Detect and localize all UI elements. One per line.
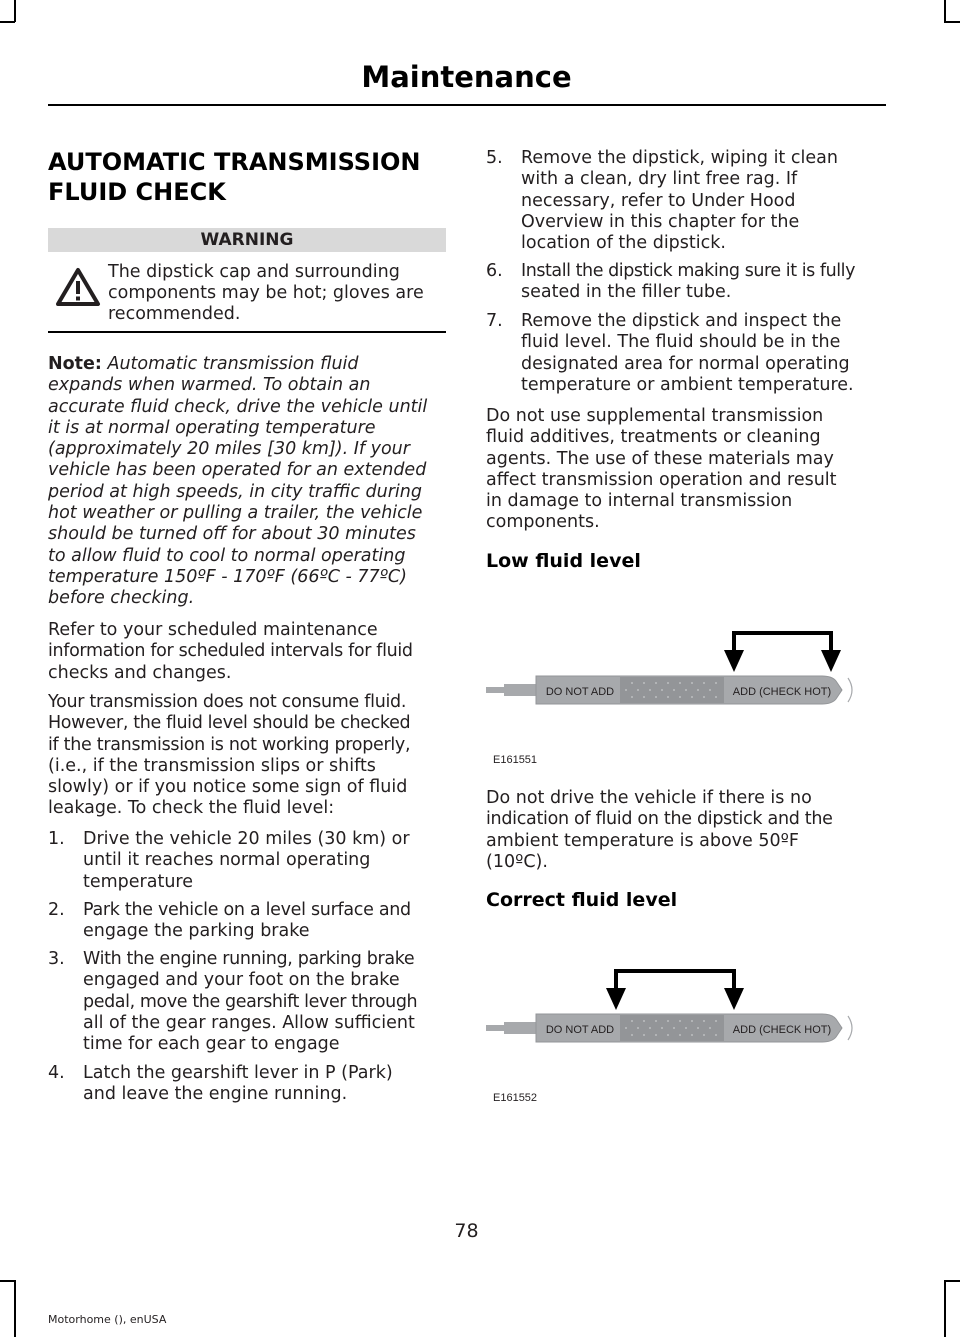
page-heading-line2: FLUID CHECK xyxy=(48,178,226,206)
text-line: Park the vehicle on a level surface and xyxy=(83,900,411,920)
low-fluid-dipstick-figure xyxy=(486,626,866,722)
text-line: Install the dipstick making sure it is fully xyxy=(521,261,856,281)
note-line xyxy=(48,524,448,545)
text-line: all of the gear ranges. Allow sufficient xyxy=(83,1012,415,1033)
arrow-icon xyxy=(724,650,744,672)
text-line: Your transmission does not consume fluid. xyxy=(48,692,407,712)
note-line xyxy=(48,397,448,418)
paragraph-scheduled-maintenance xyxy=(48,620,448,684)
note-label: Note: xyxy=(48,354,102,374)
note-line xyxy=(48,460,448,481)
correct-fluid-heading: Correct fluid level xyxy=(486,889,678,911)
note-line-text: before checking. xyxy=(48,588,195,609)
note-line xyxy=(48,567,448,588)
text-line: Refer to your scheduled maintenance xyxy=(48,620,378,640)
note-line xyxy=(48,588,448,609)
list-number: 3. xyxy=(48,949,65,969)
text-line: in damage to internal transmission xyxy=(486,491,793,512)
list-text xyxy=(83,900,411,943)
warning-line: recommended. xyxy=(108,304,241,324)
text-line: temperature or ambient temperature. xyxy=(521,374,854,395)
text-line: engage the parking brake xyxy=(83,921,310,942)
text-line: location of the dipstick. xyxy=(521,233,726,254)
crop-mark xyxy=(14,1280,16,1337)
warning-line: The dipstick cap and surrounding xyxy=(108,262,400,282)
list-text xyxy=(83,1063,393,1106)
list-number: 5. xyxy=(486,148,503,168)
note-line-text: vehicle has been operated for an extended xyxy=(48,460,427,481)
section-title: Maintenance xyxy=(361,60,572,94)
text-line: checks and changes. xyxy=(48,662,232,683)
text-line: Do not use supplemental transmission xyxy=(486,406,824,426)
crop-mark xyxy=(944,1280,960,1282)
list-text xyxy=(521,261,855,304)
list-number: 4. xyxy=(48,1063,65,1083)
list-text xyxy=(83,949,417,1055)
warning-triangle-icon xyxy=(55,267,101,307)
list-number: 1. xyxy=(48,829,65,849)
note-line xyxy=(48,375,448,396)
dipstick-label-do-not-add: DO NOT ADD xyxy=(545,686,615,698)
text-line: temperature xyxy=(83,871,193,892)
figure-id: E161551 xyxy=(493,754,538,766)
text-line: components. xyxy=(486,512,600,533)
dipstick-label-add: ADD (CHECK HOT) xyxy=(732,1024,832,1036)
text-line: pedal, move the gearshift lever through xyxy=(83,991,418,1012)
text-line: agents. The use of these materials may xyxy=(486,448,834,469)
warning-header: WARNING xyxy=(48,228,446,252)
note-line-text: (approximately 20 miles [30 km]). If your xyxy=(48,439,410,460)
list-text xyxy=(521,311,854,396)
text-line: until it reaches normal operating xyxy=(83,850,371,871)
text-line: However, the fluid level should be checked xyxy=(48,713,411,734)
text-line: slowly) or if you notice some sign of fluid xyxy=(48,777,408,798)
crop-mark xyxy=(944,0,946,22)
text-line: Drive the vehicle 20 miles (30 km) or xyxy=(83,829,410,849)
dipstick-label-add: ADD (CHECK HOT) xyxy=(732,686,832,698)
crop-mark xyxy=(944,1280,946,1337)
note-line-text: temperature 150ºF - 170ºF (66ºC - 77ºC) xyxy=(48,566,407,587)
note-line-text: hot weather or pulling a trailer, the vehicle xyxy=(48,503,423,524)
low-fluid-heading: Low fluid level xyxy=(486,550,641,572)
text-line: Remove the dipstick and inspect the xyxy=(521,311,842,331)
figure-id: E161552 xyxy=(493,1092,538,1104)
text-line: designated area for normal operating xyxy=(521,353,850,374)
note-line xyxy=(48,503,448,524)
note-line-text: to allow fluid to cool to normal operating xyxy=(48,545,406,566)
note-line-text: should be turned off for about 30 minutes xyxy=(48,524,416,545)
text-line: affect transmission operation and result xyxy=(486,469,837,490)
text-line: (10ºC). xyxy=(486,851,548,872)
header-rule xyxy=(48,104,886,106)
paragraph-low-fluid xyxy=(486,788,886,873)
warning-line: components may be hot; gloves are xyxy=(108,283,424,303)
text-line: information for scheduled intervals for fluid xyxy=(48,641,413,662)
note-line-text: Automatic transmission fluid xyxy=(107,354,359,374)
note-line xyxy=(48,439,448,460)
text-line: Remove the dipstick, wiping it clean xyxy=(521,148,838,168)
text-line: and leave the engine running. xyxy=(83,1084,348,1105)
warning-text xyxy=(108,262,448,325)
text-line: (i.e., if the transmission slips or shifts xyxy=(48,755,376,776)
paragraph-additives xyxy=(486,406,886,534)
list-text xyxy=(521,148,838,254)
crop-mark xyxy=(944,21,960,23)
note-line xyxy=(48,546,448,567)
note-line xyxy=(48,482,448,503)
note-line-text: period at high speeds, in city traffic during xyxy=(48,481,422,502)
text-line: fluid level. The fluid should be in the xyxy=(521,332,841,353)
note-line-text: accurate fluid check, drive the vehicle until xyxy=(48,396,428,417)
note-line-text: expands when warmed. To obtain an xyxy=(48,375,371,396)
text-line: Do not drive the vehicle if there is no xyxy=(486,788,812,808)
page-heading-line1: AUTOMATIC TRANSMISSION xyxy=(48,148,421,176)
list-number: 7. xyxy=(486,311,503,331)
arrow-icon xyxy=(724,988,744,1010)
correct-fluid-dipstick-figure xyxy=(486,964,866,1060)
note-paragraph xyxy=(48,354,448,610)
list-number: 2. xyxy=(48,900,65,920)
text-line: With the engine running, parking brake xyxy=(83,949,415,969)
text-line: with a clean, dry lint free rag. If xyxy=(521,169,798,190)
text-line: indication of fluid on the dipstick and the xyxy=(486,809,833,830)
note-line xyxy=(48,354,448,375)
dipstick-label-do-not-add: DO NOT ADD xyxy=(545,1024,615,1036)
crop-mark xyxy=(14,0,16,22)
footer-text: Motorhome (), enUSA xyxy=(48,1313,167,1326)
text-line: seated in the filler tube. xyxy=(521,282,732,303)
crop-mark xyxy=(0,21,15,23)
crop-mark xyxy=(0,1280,15,1282)
text-line: Overview in this chapter for the xyxy=(521,211,800,232)
text-line: time for each gear to engage xyxy=(83,1034,340,1055)
arrow-icon xyxy=(606,988,626,1010)
text-line: ambient temperature is above 50ºF xyxy=(486,830,799,851)
text-line: if the transmission is not working properly, xyxy=(48,734,411,755)
text-line: necessary, refer to Under Hood xyxy=(521,190,796,211)
text-line: Latch the gearshift lever in P (Park) xyxy=(83,1063,393,1083)
text-line: engaged and your foot on the brake xyxy=(83,970,400,991)
list-text xyxy=(83,829,410,893)
text-line: leakage. To check the fluid level: xyxy=(48,798,335,819)
note-line xyxy=(48,418,448,439)
text-line: fluid additives, treatments or cleaning xyxy=(486,427,821,448)
paragraph-fluid-consumption xyxy=(48,692,448,820)
note-line-text: it is at normal operating temperature xyxy=(48,417,376,438)
list-number: 6. xyxy=(486,261,503,281)
page-number: 78 xyxy=(454,1220,479,1242)
warning-rule xyxy=(48,331,446,333)
arrow-icon xyxy=(821,650,841,672)
